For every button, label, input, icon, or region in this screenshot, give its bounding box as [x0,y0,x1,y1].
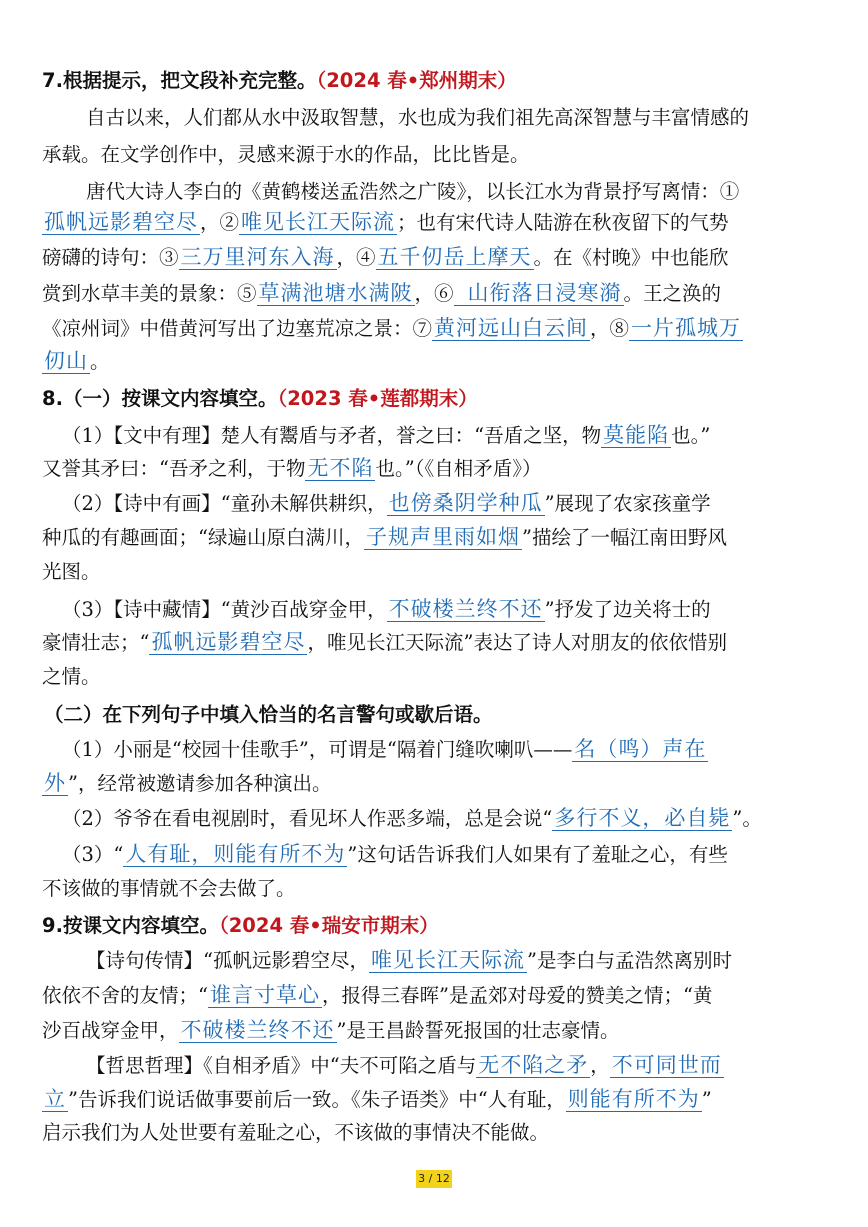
text: ，② [200,211,240,234]
text: 《凉州词》中借黄河写出了边塞荒凉之景：⑦ [42,317,433,340]
q8-item-1b [42,453,832,484]
q7-source: （2024 春•郑州期末） [316,69,517,92]
q8-heading-line [42,384,832,414]
answer-blank: 仞山 [44,349,88,373]
text: 种瓜的有趣画面；“绿遍山原白满川， [42,526,364,549]
text: ” [701,1088,712,1111]
text: （1）小丽是“校园十佳歌手”，可谓是“隔着门缝吹喇叭—— [62,738,573,761]
text: 豪情壮志；“ [42,631,150,654]
q8-source: （2023 春•莲都期末） [277,387,478,410]
answer-blank: 五千仞岳上摩天 [377,245,532,269]
answer-blank: 一片孤城万 [631,316,742,340]
answer-blank: 草满池塘水满陂 [258,281,413,305]
q9-heading: 9.按课文内容填空。 [42,914,219,937]
text: （1）【文中有理】楚人有鬻盾与矛者，誉之曰：“吾盾之坚，物 [62,424,602,447]
q7-line-5 [42,278,832,309]
q8-j3 [62,839,852,870]
text: （3）【诗中藏情】“黄沙百战穿金甲， [62,598,387,621]
answer-blank: 谁言寸草心 [209,983,320,1007]
q7-heading: 7.根据提示，把文段补充完整。 [42,69,317,92]
q8-item-2 [62,488,852,519]
answer-blank: 无不陷之矛 [478,1053,589,1077]
answer-blank: 唯见长江天际流 [370,948,525,972]
text: ；也有宋代诗人陆游在秋夜留下的气势 [397,211,729,234]
text: ，唯见长江天际流”表达了诗人对朋友的依依惜别 [307,631,727,654]
text: ”是李白与孟浩然离别时 [526,949,732,972]
answer-blank: 也傍桑阴学种瓜 [388,491,543,515]
answer-blank: 立 [44,1087,66,1111]
answer-blank: 不可同世而 [611,1053,722,1077]
text: ”抒发了边关将士的 [544,598,711,621]
text: ”这句话告诉我们人如果有了羞耻之心，有些 [347,843,728,866]
answer-blank: 黄河远山白云间 [434,316,589,340]
q8-text: 不该做的事情就不会去做了。 [42,877,296,900]
answer-blank: 山衔落日浸寒漪 [454,281,624,306]
answer-blank: 不破楼兰终不还 [388,597,543,621]
answer-blank: 人有耻，则能有所不为 [125,842,346,866]
answer-blank: 无不陷 [307,456,374,480]
q8-text: 光图。 [42,560,101,583]
text: （3）“ [62,843,124,866]
text: ，④ [336,246,376,269]
q9-k2 [86,1050,868,1081]
q7-line-4 [42,242,832,273]
q9-source: （2024 春•瑞安市期末） [218,914,439,937]
text: 。 [90,350,110,373]
answer-blank: 子规声里雨如烟 [365,525,520,549]
q9-k1 [86,945,868,976]
answer-blank: 唯见长江天际流 [241,210,396,234]
text: 依依不舍的友情；“ [42,984,208,1007]
text: ，⑥ [414,282,454,305]
q8-text: 之情。 [42,665,101,688]
q8-j1 [62,734,852,765]
text: （2）【诗中有画】“童孙未解供耕织， [62,492,387,515]
q9-k2b [42,1084,832,1115]
q8-item-2b [42,522,832,553]
q9-k1b [42,980,832,1011]
q8-item-3b [42,627,832,658]
text: 磅礴的诗句：③ [42,246,179,269]
q8-j1b [42,768,832,799]
text: ”。 [732,807,762,830]
text: ，⑧ [590,317,630,340]
q7-text: 承载。在文学创作中，灵感来源于水的作品，比比皆是。 [42,143,530,166]
text: 。王之涣的 [623,282,722,305]
q9-k1c [42,1015,832,1046]
q7-line-6 [42,313,832,344]
text: ”展现了农家孩童学 [544,492,711,515]
q9-text: 启示我们为人处世要有羞耻之心，不该做的事情决不能做。 [42,1121,550,1144]
text: （2）爷爷在看电视剧时，看见坏人作恶多端，总是会说“ [62,807,553,830]
page-number: 3 / 12 [416,1170,452,1188]
text: ”是王昌龄誓死报国的壮志豪情。 [336,1019,620,1042]
q8-part2-heading: （二）在下列句子中填入恰当的名言警句或歇后语。 [44,703,493,726]
text: 。在《村晚》中也能欣 [533,246,729,269]
answer-blank: 孤帆远影碧空尽 [44,210,198,234]
text: 【诗句传情】“孤帆远影碧空尽， [86,949,369,972]
q9-heading-line [42,911,832,941]
answer-blank: 不破楼兰终不还 [180,1018,335,1042]
q7-line-7 [42,346,832,377]
text: ， [590,1054,610,1077]
text: 沙百战穿金甲， [42,1019,179,1042]
text: ”，经常被邀请参加各种演出。 [68,772,332,795]
answer-blank: 孤帆远影碧空尽 [151,630,306,654]
q8-heading: 8.（一）按课文内容填空。 [42,387,278,410]
text: ”告诉我们说话做事要前后一致。《朱子语类》中“人有耻， [68,1088,566,1111]
answer-blank: 外 [44,771,66,795]
text: ，报得三春晖”是孟郊对母爱的赞美之情；“黄 [321,984,713,1007]
text: 赏到水草丰美的景象：⑤ [42,282,257,305]
text: 也。”（《自相矛盾》） [375,457,542,480]
answer-blank: 多行不义，必自毙 [554,806,731,830]
q7-text: 自古以来，人们都从水中汲取智慧，水也成为我们祖先高深智慧与丰富情感的 [86,106,750,129]
q8-item-3 [62,594,852,625]
text: 【哲思哲理】《自相矛盾》中“夫不可陷之盾与 [86,1054,477,1077]
answer-blank: 则能有所不为 [567,1087,700,1111]
q7-heading-line [42,66,832,96]
text: 又誉其矛曰：“吾矛之利，于物 [42,457,306,480]
q7-text: 唐代大诗人李白的《黄鹤楼送孟浩然之广陵》，以长江水为背景抒写离情：① [86,180,740,203]
text: ”描绘了一幅江南田野风 [521,526,727,549]
answer-blank: 莫能陷 [603,423,670,447]
q8-item-1 [62,420,852,451]
text: 也。” [671,424,711,447]
q8-j2 [62,803,852,834]
answer-blank: 名（鸣）声在 [574,737,707,761]
answer-blank: 三万里河东入海 [180,245,335,269]
q7-line-3 [42,207,832,238]
